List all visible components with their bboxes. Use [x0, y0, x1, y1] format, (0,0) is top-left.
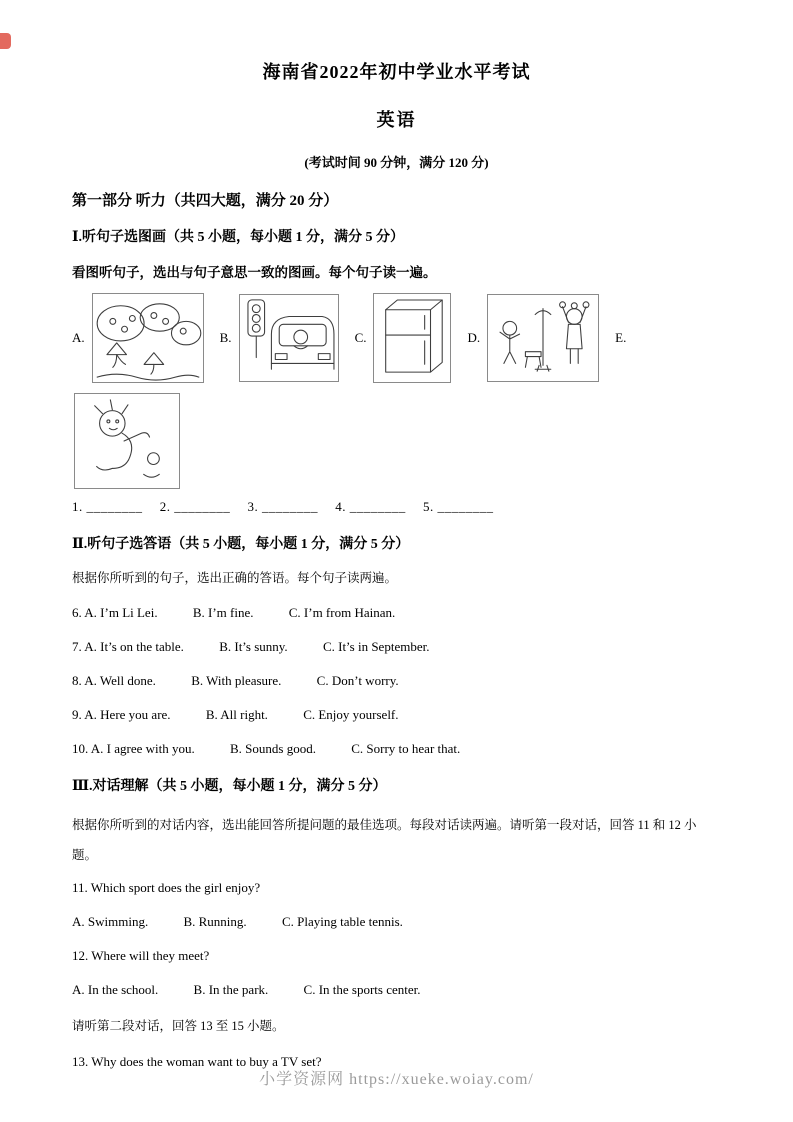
picture-e-boy-tumbling	[74, 393, 180, 489]
q6-option-a: 6. A. I’m Li Lei.	[72, 605, 158, 620]
q6-option-c: C. I’m from Hainan.	[288, 605, 396, 620]
refrigerator-illustration	[374, 294, 450, 382]
watermark-footer: 小学资源网 https://xueke.woiay.com/	[259, 1071, 534, 1088]
q12-option-c: C. In the sports center.	[303, 982, 421, 997]
section1-instruction: 看图听句子，选出与句子意思一致的图画。每个句子读一遍。	[72, 265, 437, 280]
question-13: 13. Why does the woman want to buy a TV set?	[72, 1054, 322, 1069]
picture-b-driver-at-traffic-light	[239, 294, 339, 382]
q11-option-c: C. Playing table tennis.	[281, 914, 403, 929]
q7-option-c: C. It’s in September.	[322, 639, 430, 654]
answer-blank-5: 5. ________	[423, 499, 494, 514]
q8-option-a: 8. A. Well done.	[72, 673, 156, 688]
part1-heading: 第一部分 听力（共四大题，满分 20 分）	[72, 193, 339, 209]
exam-title: 海南省2022年初中学业水平考试	[262, 62, 531, 82]
picture-d-grandparents-exercising	[487, 294, 599, 382]
question-12: 12. Where will they meet?	[72, 948, 210, 963]
red-corner-marker	[0, 33, 11, 49]
q9-option-c: C. Enjoy yourself.	[303, 707, 399, 722]
question-6	[72, 605, 721, 621]
section2-instruction: 根据你所听到的句子，选出正确的答语。每个句子读两遍。	[72, 571, 398, 585]
traffic-light-driver-illustration	[240, 295, 338, 381]
question-12-options	[72, 982, 721, 998]
question-7	[72, 639, 721, 655]
q11-option-a: A. Swimming.	[72, 914, 149, 929]
picture-label-e: E.	[615, 330, 627, 345]
q11-option-b: B. Running.	[183, 914, 247, 929]
section1-heading: Ⅰ.听句子选图画（共 5 小题，每小题 1 分，满分 5 分）	[72, 230, 405, 245]
section3-heading: Ⅲ.对话理解（共 5 小题，每小题 1 分，满分 5 分）	[72, 779, 387, 794]
q8-option-c: C. Don’t worry.	[316, 673, 399, 688]
picture-label-c: C.	[354, 330, 367, 345]
question-8	[72, 673, 721, 689]
answer-blank-4: 4. ________	[335, 499, 406, 514]
section3-instruction: 根据你所听到的对话内容，选出能回答所提问题的最佳选项。每段对话读两遍。请听第一段对话，回答 11 和 12 小题。	[72, 818, 697, 862]
exercise-scene-illustration	[488, 295, 598, 381]
dialog2-note: 请听第二段对话，回答 13 至 15 小题。	[72, 1019, 285, 1033]
picture-c-refrigerator	[373, 293, 451, 383]
q7-option-a: 7. A. It’s on the table.	[72, 639, 184, 654]
exam-subject: 英语	[376, 110, 417, 130]
q10-option-a: 10. A. I agree with you.	[72, 741, 195, 756]
q8-option-b: B. With pleasure.	[191, 673, 282, 688]
answer-blank-1: 1. ________	[72, 499, 143, 514]
question-11-options	[72, 914, 721, 930]
q6-option-b: B. I’m fine.	[192, 605, 254, 620]
question-10	[72, 741, 721, 757]
question-11: 11. Which sport does the girl enjoy?	[72, 880, 261, 895]
q10-option-b: B. Sounds good.	[230, 741, 316, 756]
orchard-scene-illustration	[93, 294, 203, 382]
q9-option-b: B. All right.	[205, 707, 268, 722]
q12-option-b: B. In the park.	[193, 982, 269, 997]
question-9	[72, 707, 721, 723]
q12-option-a: A. In the school.	[72, 982, 159, 997]
q9-option-a: 9. A. Here you are.	[72, 707, 171, 722]
picture-options-row	[72, 293, 721, 383]
answer-blank-3: 3. ________	[247, 499, 318, 514]
picture-label-b: B.	[219, 330, 232, 345]
picture-label-a: A.	[72, 330, 85, 345]
exam-info: (考试时间 90 分钟，满分 120 分)	[304, 155, 489, 170]
q7-option-b: B. It’s sunny.	[219, 639, 288, 654]
answer-blanks-row	[72, 499, 721, 515]
q10-option-c: C. Sorry to hear that.	[351, 741, 461, 756]
answer-blank-2: 2. ________	[159, 499, 231, 514]
picture-label-d: D.	[467, 330, 481, 345]
section2-heading: Ⅱ.听句子选答语（共 5 小题，每小题 1 分，满分 5 分）	[72, 537, 410, 552]
tumbling-boy-illustration	[75, 394, 179, 488]
picture-a-orchard-harvest-scene	[92, 293, 204, 383]
